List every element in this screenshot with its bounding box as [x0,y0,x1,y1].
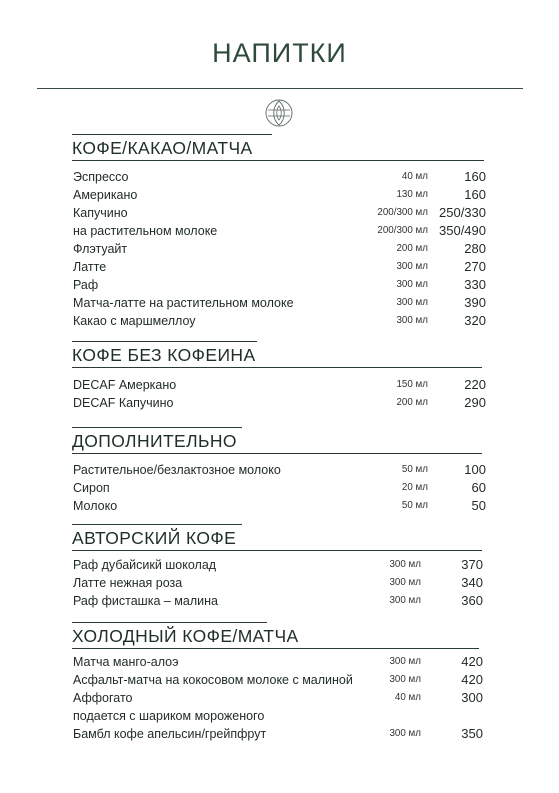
section-overline [72,341,257,342]
section-title: АВТОРСКИЙ КОФЕ [72,528,237,548]
item-volume: 300 мл [396,297,428,308]
item-name: DECAF Капучино [73,396,174,410]
item-price: 390 [464,295,486,310]
item-price: 60 [471,480,486,495]
section-divider [72,367,482,368]
menu-section [72,345,486,410]
item-name: Какао с маршмеллоу [73,314,196,328]
menu-section [72,528,483,608]
item-name: Американо [73,188,138,202]
item-volume: 300 мл [396,261,428,272]
section-title: КОФЕ/КАКАО/МАТЧА [72,138,253,158]
item-volume: 20 мл [401,482,428,493]
menu-item [72,276,492,294]
item-volume: 300 мл [396,279,428,290]
menu-item [72,556,492,574]
section-overline [72,622,267,623]
item-name: Эспрессо [73,170,129,184]
section-overline [72,134,272,135]
item-name: Латте [73,260,107,274]
item-name: подается с шариком мороженого [73,709,265,723]
menu-item [72,168,492,186]
item-volume: 200 мл [396,243,428,254]
menu-item [72,204,492,222]
menu-item [72,671,492,689]
item-price: 160 [464,169,486,184]
item-price: 420 [461,654,483,669]
item-volume: 200 мл [396,397,428,408]
page-title: НАПИТКИ [212,38,347,68]
item-name: Раф дубайсикй шоколад [73,558,217,572]
menu-item [72,312,492,330]
item-name: Аффогато [73,691,133,705]
menu-section [72,626,483,741]
item-name: Раф [73,278,99,292]
menu-item [72,222,492,240]
section-title: КОФЕ БЕЗ КОФЕИНА [72,345,256,365]
item-volume: 300 мл [389,595,421,606]
menu-item [72,294,492,312]
item-volume: 300 мл [389,674,421,685]
menu-item [72,258,492,276]
item-volume: 50 мл [401,500,428,511]
item-price: 370 [461,557,483,572]
item-volume: 50 мл [401,464,428,475]
item-volume: 200/300 мл [377,207,428,218]
coffee-logo-icon [264,98,294,128]
item-name: Растительное/безлактозное молоко [73,463,281,477]
section-title: ДОПОЛНИТЕЛЬНО [72,431,237,451]
item-name: Асфальт-матча на кокосовом молоке с малиной [73,673,353,687]
item-name: Матча-латте на растительном молоке [73,296,294,310]
item-price: 360 [461,593,483,608]
item-price: 100 [464,462,486,477]
menu-item [72,707,492,725]
menu-item [72,240,492,258]
section-overline [72,427,242,428]
menu-item [72,574,492,592]
item-price: 330 [464,277,486,292]
item-price: 220 [464,377,486,392]
section-divider [72,550,482,551]
item-name: Латте нежная роза [73,576,183,590]
item-name: на растительном молоке [73,224,218,238]
item-volume: 40 мл [401,171,428,182]
item-name: Капучино [73,206,128,220]
item-price: 280 [464,241,486,256]
menu-item [72,186,492,204]
item-price: 350 [461,726,483,741]
item-volume: 200/300 мл [377,225,428,236]
item-price: 290 [464,395,486,410]
item-price: 250/330 [439,205,486,220]
item-name: Раф фисташка – малина [73,594,218,608]
menu-item [72,725,492,743]
section-divider [72,453,482,454]
item-name: DECAF Амеркано [73,378,177,392]
menu-section [72,138,486,328]
item-price: 300 [461,690,483,705]
item-price: 340 [461,575,483,590]
item-volume: 130 мл [396,189,428,200]
menu-section [72,431,486,513]
menu-item [72,653,492,671]
item-price: 270 [464,259,486,274]
section-divider [72,160,484,161]
section-divider [72,648,479,649]
menu-item [72,479,492,497]
menu-item [72,376,492,394]
item-name: Бамбл кофе апельсин/грейпфрут [73,727,267,741]
menu-item [72,497,492,515]
item-volume: 300 мл [389,728,421,739]
item-name: Молоко [73,499,118,513]
menu-item [72,461,492,479]
section-title: ХОЛОДНЫЙ КОФЕ/МАТЧА [72,626,299,646]
title-divider [37,88,523,89]
item-price: 420 [461,672,483,687]
item-name: Флэтуайт [73,242,128,256]
menu-item [72,592,492,610]
item-price: 320 [464,313,486,328]
item-volume: 40 мл [394,692,421,703]
item-volume: 300 мл [389,656,421,667]
item-name: Матча манго-алоэ [73,655,179,669]
item-volume: 300 мл [389,559,421,570]
menu-item [72,394,492,412]
item-price: 160 [464,187,486,202]
item-volume: 150 мл [396,379,428,390]
menu-item [72,689,492,707]
item-volume: 300 мл [389,577,421,588]
item-volume: 300 мл [396,315,428,326]
item-price: 50 [471,498,486,513]
section-overline [72,524,242,525]
item-name: Сироп [73,481,110,495]
item-price: 350/490 [439,223,486,238]
